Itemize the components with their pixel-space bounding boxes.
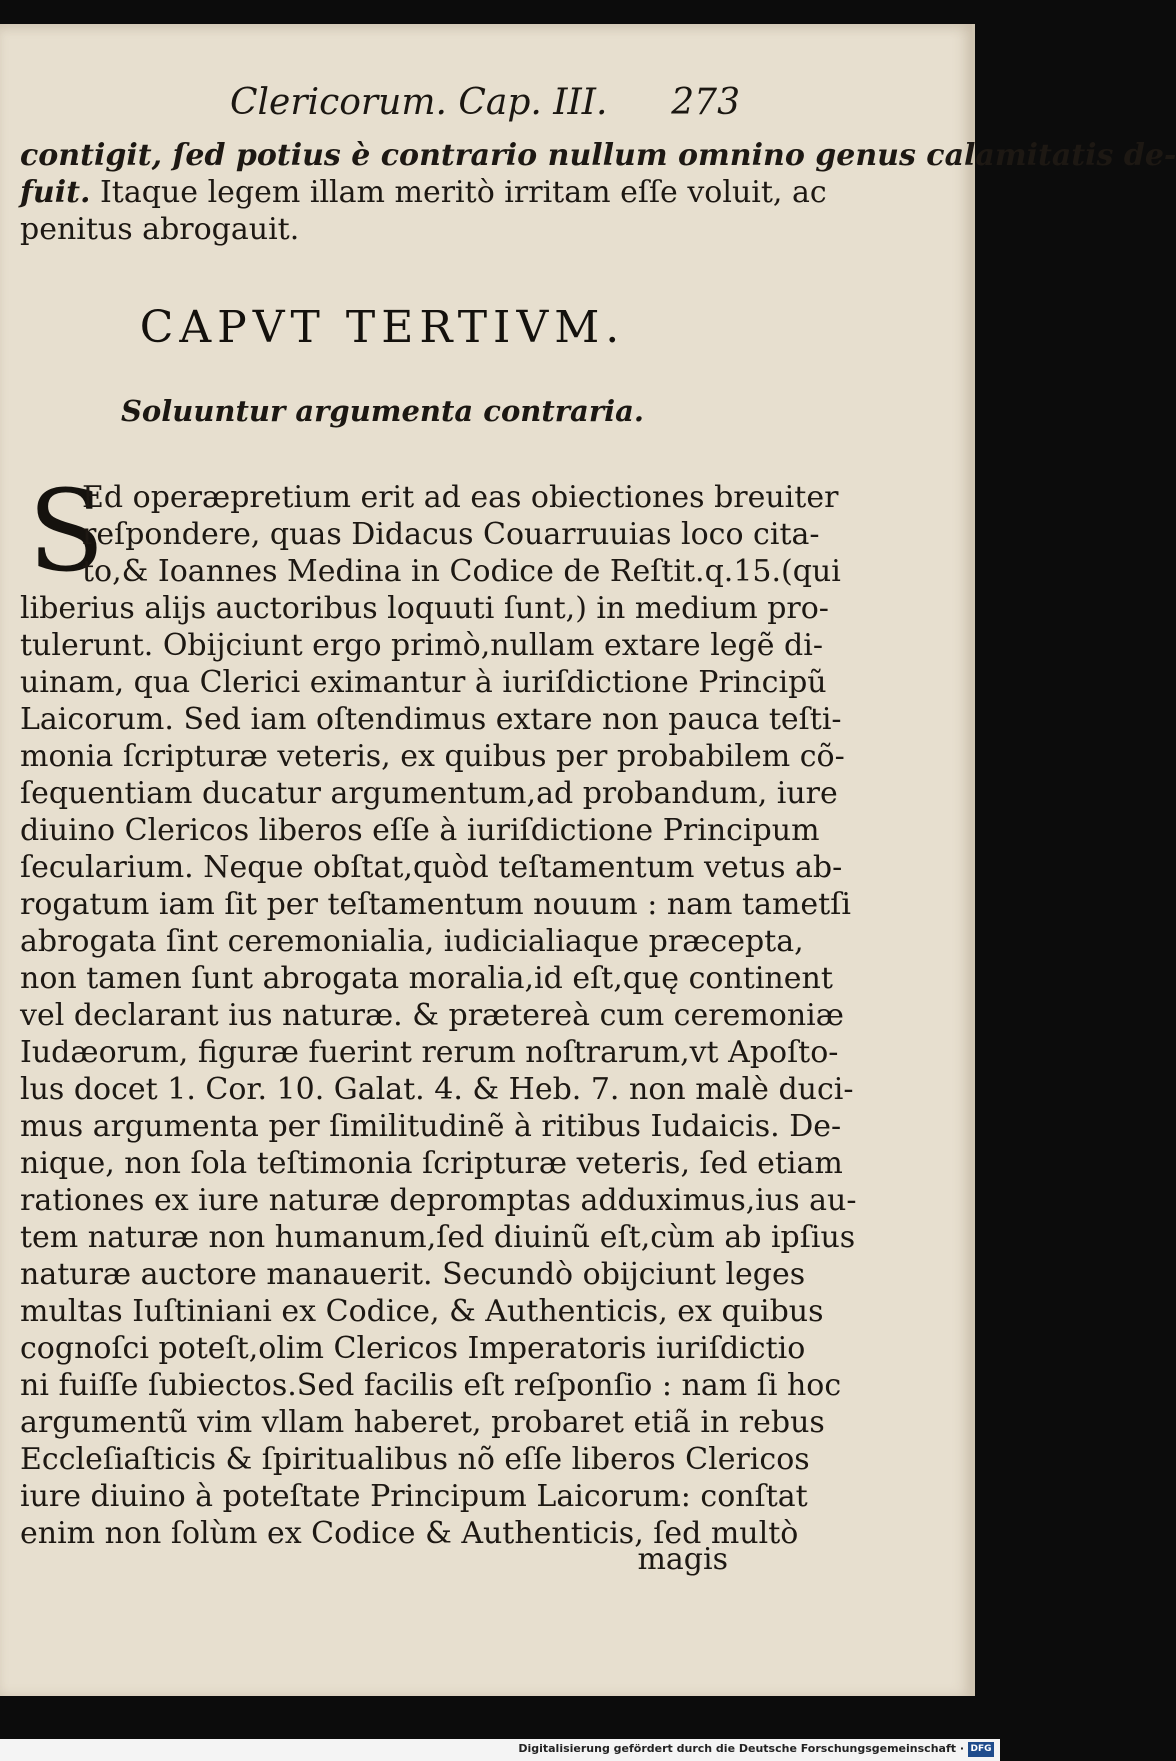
text-line: argumentũ vim vllam haberet, probaret etiã in rebus xyxy=(20,1405,825,1440)
text-line: non tamen ſunt abrogata moralia,id eſt,quę continent xyxy=(20,961,833,996)
chapter-subheading: Soluuntur argumenta contraria. xyxy=(120,394,645,428)
text-line: reſpondere, quas Didacus Couarruuias loco cita- xyxy=(82,517,820,552)
text-line: mus argumenta per ſimilitudinẽ à ritibus Iudaicis. De- xyxy=(20,1109,842,1144)
text-line: ſecularium. Neque obſtat,quòd teſtamentum vetus ab- xyxy=(20,850,843,885)
text-line: nique, non ſola teſtimonia ſcripturæ veteris, ſed etiam xyxy=(20,1146,843,1181)
text-line: lus docet 1. Cor. 10. Galat. 4. & Heb. 7. non malè duci- xyxy=(20,1072,854,1107)
text-line: vel declarant ius naturæ. & prætereà cum ceremoniæ xyxy=(20,998,844,1033)
text-line: rogatum iam ſit per teſtamentum nouum : nam tametſi xyxy=(20,887,851,922)
text-line: Ed operæpretium erit ad eas obiectiones breuiter xyxy=(82,480,839,515)
body-text-indented xyxy=(20,479,841,590)
text-line: cognoſci poteſt,olim Clericos Imperatoris iuriſdictio xyxy=(20,1331,806,1366)
text-line: rationes ex iure naturæ depromptas adduximus,ius au- xyxy=(20,1183,857,1218)
text-line: to,& Ioannes Medina in Codice de Reſtit.q.15.(qui xyxy=(82,554,841,589)
running-head xyxy=(230,82,740,142)
footer-text: Digitalisierung gefördert durch die Deutsche Forschungsgemeinschaft · xyxy=(518,1742,964,1755)
text-line: iure diuino à poteſtate Principum Laicorum: conſtat xyxy=(20,1479,808,1514)
text-line: Iudæorum, figuræ fuerint rerum noſtrarum,vt Apoſto- xyxy=(20,1035,839,1070)
text-line: penitus abrogauit. xyxy=(20,212,300,247)
dfg-logo: DFG xyxy=(968,1742,994,1757)
chapter-heading: CAPVT TERTIVM. xyxy=(139,302,626,353)
digitization-footer xyxy=(0,1739,1000,1761)
text-line: monia ſcripturæ veteris, ex quibus per probabilem cõ- xyxy=(20,739,845,774)
text-line: uinam, qua Clerici eximantur à iuriſdictione Principũ xyxy=(20,665,827,700)
text-line: enim non ſolùm ex Codice & Authenticis, ſed multò xyxy=(20,1516,799,1551)
book-page xyxy=(0,24,1176,1696)
page-number: 273 xyxy=(671,82,740,123)
top-paragraph xyxy=(20,137,1176,248)
body-text xyxy=(20,590,857,1552)
running-head-title: Clericorum. Cap. III. xyxy=(230,82,608,123)
drop-cap: S xyxy=(28,467,105,597)
text-line: tulerunt. Obijciunt ergo primò,nullam extare legẽ di- xyxy=(20,628,823,663)
catchword: magis xyxy=(637,1542,728,1577)
text-line: tem naturæ non humanum,ſed diuinũ eſt,cùm ab ipſius xyxy=(20,1220,856,1255)
text-line: fuit. Itaque legem illam meritò irritam eſſe voluit, ac xyxy=(20,175,827,210)
text-line: diuino Clericos liberos eſſe à iuriſdictione Principum xyxy=(20,813,820,848)
text-line: contigit, ſed potius è contrario nullum omnino genus calamitatis de- xyxy=(20,138,1176,173)
text-line: ſequentiam ducatur argumentum,ad probandum, iure xyxy=(20,776,838,811)
text-line: ni fuiſſe ſubiectos.Sed facilis eſt reſponſio : nam ſi hoc xyxy=(20,1368,842,1403)
text-line: Laicorum. Sed iam oſtendimus extare non pauca teſti- xyxy=(20,702,842,737)
text-line: abrogata ſint ceremonialia, iudicialiaque præcepta, xyxy=(20,924,804,959)
text-line: naturæ auctore manauerit. Secundò obijciunt leges xyxy=(20,1257,806,1292)
text-line: liberius alijs auctoribus loquuti ſunt,) in medium pro- xyxy=(20,591,829,626)
text-line: multas Iuſtiniani ex Codice, & Authenticis, ex quibus xyxy=(20,1294,824,1329)
text-line: Eccleſiaſticis & ſpiritualibus nõ eſſe liberos Clericos xyxy=(20,1442,810,1477)
